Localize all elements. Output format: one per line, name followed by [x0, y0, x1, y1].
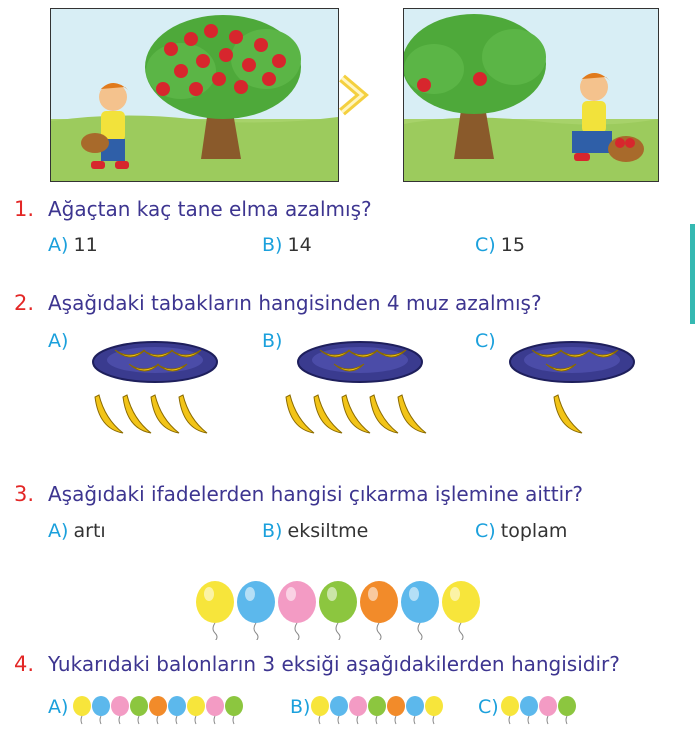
balloon: [558, 696, 576, 724]
balloon: [278, 581, 316, 640]
question-1-option-a[interactable]: [48, 234, 98, 256]
apple: [272, 54, 286, 68]
balloon: [501, 696, 519, 724]
apple: [229, 30, 243, 44]
option-letter: B): [262, 330, 283, 352]
banana-plates: [0, 330, 695, 450]
page-edge-tab: [690, 224, 695, 324]
banana: [179, 395, 207, 433]
balloon: [311, 696, 329, 724]
option-value: artı: [73, 520, 106, 542]
option-letter: B): [290, 696, 311, 718]
balloon: [130, 696, 148, 724]
question-3-option-b[interactable]: [262, 520, 368, 542]
balloon: [319, 581, 357, 640]
answer-balloons: [0, 692, 695, 726]
banana: [554, 395, 582, 433]
apple: [212, 72, 226, 86]
banana: [370, 395, 398, 433]
banana: [123, 395, 151, 433]
option-value: 14: [287, 234, 312, 256]
option-value: toplam: [500, 520, 568, 542]
option-letter: A): [48, 234, 69, 256]
balloon: [368, 696, 386, 724]
balloon: [330, 696, 348, 724]
chevron-right-icon: [330, 70, 380, 120]
banana: [314, 395, 342, 433]
option-letter: A): [48, 520, 69, 542]
apple: [262, 72, 276, 86]
question-1-number: 1.: [14, 197, 35, 221]
apple: [196, 54, 210, 68]
apple: [189, 82, 203, 96]
question-2-text: Aşağıdaki tabakların hangisinden 4 muz azalmış?: [48, 291, 542, 315]
apple: [219, 48, 233, 62]
question-4-number: 4.: [14, 652, 35, 676]
balloon: [349, 696, 367, 724]
balloon: [73, 696, 91, 724]
banana-plate: [298, 342, 422, 382]
banana: [342, 395, 370, 433]
apple: [254, 38, 268, 52]
option-letter: C): [475, 520, 496, 542]
option-value: 11: [73, 234, 98, 256]
option-letter: C): [475, 330, 496, 352]
apple: [174, 64, 188, 78]
balloon: [187, 696, 205, 724]
question-2-number: 2.: [14, 291, 35, 315]
balloons-row: [190, 580, 490, 640]
banana: [286, 395, 314, 433]
balloon: [406, 696, 424, 724]
question-1-option-c[interactable]: [475, 234, 525, 256]
question-1-option-b[interactable]: [262, 234, 312, 256]
question-3-text: Aşağıdaki ifadelerden hangisi çıkarma işlemine aittir?: [48, 482, 583, 506]
question-3-option-a[interactable]: [48, 520, 106, 542]
balloon: [237, 581, 275, 640]
tree-after-picture: [403, 8, 659, 182]
tree-before-picture: [50, 8, 339, 182]
question-3-number: 3.: [14, 482, 35, 506]
banana-plate: [510, 342, 634, 382]
balloon: [196, 581, 234, 640]
balloon: [520, 696, 538, 724]
question-4-text: Yukarıdaki balonların 3 eksiği aşağıdakilerden hangisidir?: [48, 652, 620, 676]
balloon: [387, 696, 405, 724]
option-letter: C): [475, 234, 496, 256]
option-letter: B): [262, 520, 283, 542]
balloon: [168, 696, 186, 724]
balloon: [149, 696, 167, 724]
apple: [164, 42, 178, 56]
boy-with-basket: [572, 73, 644, 162]
apple: [156, 82, 170, 96]
banana: [151, 395, 179, 433]
option-value: 15: [500, 234, 525, 256]
apple: [204, 24, 218, 38]
balloon: [92, 696, 110, 724]
balloon: [442, 581, 480, 640]
balloon: [225, 696, 243, 724]
balloon: [539, 696, 557, 724]
balloon: [401, 581, 439, 640]
option-letter: A): [48, 696, 69, 718]
balloon: [206, 696, 224, 724]
question-1-text: Ağaçtan kaç tane elma azalmış?: [48, 197, 372, 221]
banana-plate: [93, 342, 217, 382]
option-letter: C): [478, 696, 499, 718]
option-letter: A): [48, 330, 69, 352]
balloon: [360, 581, 398, 640]
question-3-option-c[interactable]: [475, 520, 567, 542]
banana: [95, 395, 123, 433]
option-value: eksiltme: [287, 520, 369, 542]
apple: [234, 80, 248, 94]
balloon: [111, 696, 129, 724]
option-letter: B): [262, 234, 283, 256]
apple: [242, 58, 256, 72]
balloon: [425, 696, 443, 724]
banana: [398, 395, 426, 433]
apple: [184, 32, 198, 46]
